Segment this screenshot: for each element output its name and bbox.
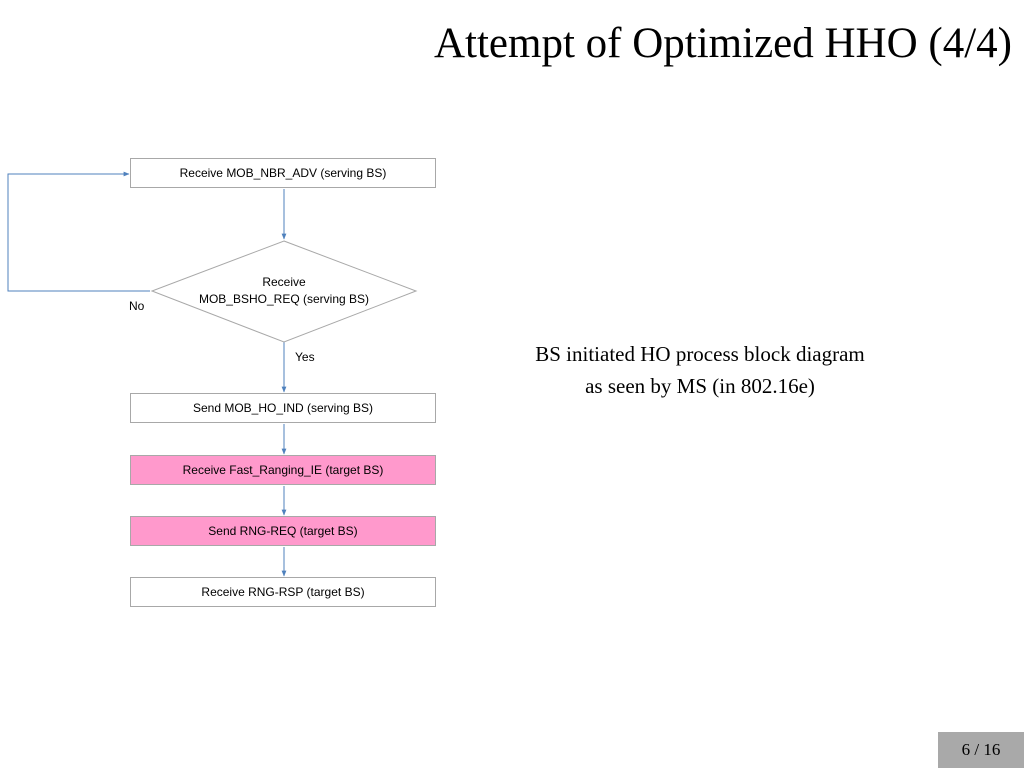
connector-no-loop (8, 174, 150, 291)
step-receive-mob-nbr-adv: Receive MOB_NBR_ADV (serving BS) (130, 158, 436, 188)
yes-branch-label: Yes (295, 350, 315, 364)
diagram-caption (480, 338, 920, 402)
decision-label-line1: Receive (262, 275, 306, 289)
slide-title: Attempt of Optimized HHO (4/4) (433, 20, 1012, 67)
step-send-rng-req: Send RNG-REQ (target BS) (130, 516, 436, 546)
page-indicator: 6 / 16 (938, 732, 1024, 768)
step-receive-rng-rsp: Receive RNG-RSP (target BS) (130, 577, 436, 607)
caption-line2: as seen by MS (in 802.16e) (585, 374, 815, 398)
decision-label-line2: MOB_BSHO_REQ (serving BS) (198, 292, 370, 306)
step-receive-fast-ranging-ie: Receive Fast_Ranging_IE (target BS) (130, 455, 436, 485)
no-branch-label: No (129, 299, 145, 313)
decision-label (160, 274, 408, 308)
caption-line1: BS initiated HO process block diagram (535, 342, 865, 366)
step-send-mob-ho-ind: Send MOB_HO_IND (serving BS) (130, 393, 436, 423)
